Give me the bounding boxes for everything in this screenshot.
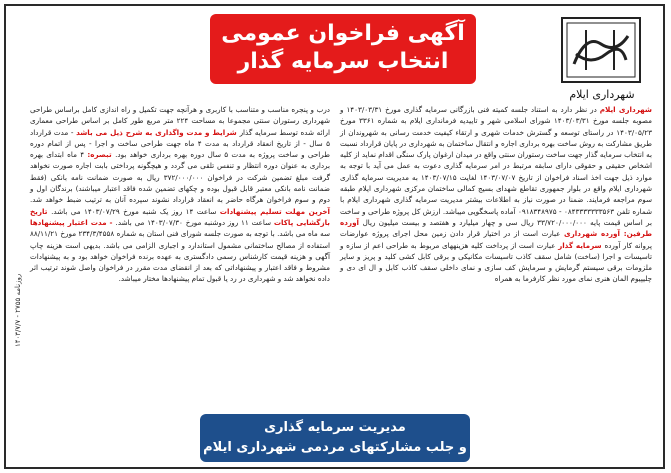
newspaper-side-label: ۱۴۰۳/۷/۷ - ۲۷۵۵ روزنامه bbox=[14, 273, 22, 347]
left-column-segment: - مدت اعتبار پیشنهادها bbox=[30, 217, 116, 227]
title-line-2: انتخاب سرمایه گذار bbox=[237, 49, 449, 74]
left-column-segment: - مدت قرارداد ۵ سال - از تاریخ انعقاد قرارداد به مدت ۴ ماه جهت طراحی ساخت و اجرا - پس از اتمام دوره طراحی و ساخت پروژه به مدت ۵ سال دوره بهره برداری خواهد بود. bbox=[30, 127, 330, 160]
right-column-segment: ارزش کل پروژه طراحی و ساخت بر اساس قیمت پایه ۳۳/۷۲۰/۰۰۰/۰۰۰ ریال سی و چهار میلیارد و هفتصد و بیست میلیون ریال bbox=[340, 206, 653, 227]
left-column-segment: ساعت ۱۱ روز دوشنبه مورخ ۱۴۰۳/۰۷/۳۰ می باشد. bbox=[115, 217, 274, 227]
right-column-segment: سرمایه گذار bbox=[558, 240, 605, 250]
left-column-segment: ۴ ماه ابتدای بهره برداری به عنوان دوره انتظار و تنفس تلقی می گردد و هیچگونه پرداختی بابت اجاره صورت نخواهد گرفت bbox=[30, 150, 330, 182]
left-column-segment: تبصره: bbox=[87, 150, 116, 160]
left-column-segment: تاریخ بازگشایی پاکات bbox=[30, 206, 330, 227]
ilam-municipality-logo bbox=[556, 14, 646, 86]
left-column-segment: آخرین مهلت تسلیم پیشنهادات bbox=[219, 206, 330, 216]
footer-line-2: و جلب مشارکتهای مردمی شهرداری ایلام bbox=[203, 440, 467, 455]
right-column-segment: آورده طرفین: bbox=[340, 217, 652, 239]
left-column-segment: درب و پنجره مناسب و متناسب با کاربری و هرآنچه جهت تکمیل و راه اندازی کامل براساس طراحی شهرداری رستوران سنتی مجموعا به مساحت ۲۲۴ متر مربع طور کامل بر اساس طراحی معماری ارائه شده توسط سرمایه گذار bbox=[30, 105, 330, 137]
left-column-segment: ساعت ۱۴ روز یک شنبه مورخ ۱۴۰۳/۰۷/۲۹ می باشد. bbox=[51, 206, 220, 216]
title-line-1: آگهی فراخوان عمومی bbox=[221, 21, 465, 46]
left-column-segment: شرایط و مدت واگذاری به شرح ذیل می باشد bbox=[76, 127, 240, 137]
footer-line-1: مدیریت سرمایه گذاری bbox=[264, 420, 406, 435]
logo-label: شهرداری ایلام bbox=[569, 88, 635, 101]
body-right-column bbox=[340, 104, 652, 285]
right-column-segment: عبارت است از پرداخت کلیه هزینههای مربوط به طراحی اعم از سازه و تاسیسات و اجرا (ساخت) شامل سقف کاذب تاسیسات مکانیکی و برقی کابل کشی کلید و پریز و سایر ملزومات برقی سیستم گرمایش و سرمایش کف سازی و نمای داخلی سقف کاذب کابل و ال ای دی و چلیپیوم المان هنری نمای مورد نظر کارفرما به همراه bbox=[340, 240, 652, 284]
title-banner bbox=[210, 14, 476, 84]
right-column-segment: در نظر دارد به استناد جلسه کمیته فنی بازرگانی سرمایه گذاری مورخ ۱۴۰۳/۰۳/۳۱ و مصوبه جلسه مورخ ۱۴۰۳/۰۳/۳۱ شورای اسلامی شهر و تاییدیه فرمانداری ایلام به شماره ۳۳۶۱ مورخ ۱۴۰۳/۰۵/۲۳ در راستای توسعه و گسترش خدمات شهری و ارتقاء کیفیت خدمت رسانی به شهروندان از طریق مشارکت به روش ساخت بهره برداری اجاره و انتقال ساختمان به شهرداری در پایان قرارداد نسبت به انتخاب سرمایه گذار جهت ساخت رستوران سنتی واقع در میدان ارغوان پارک سنگی اقدام نماید از کلیه اشخاص حقیقی و حقوقی دارای سابقه مرتبط در امر سرمایه گذاری دعوت به عمل می آید با توجه به موارد ذیل جهت اخذ اسناد فراخوان از تاریخ ۱۴۰۳/۰۷/۰۷ لغایت ۱۴۰۳/۰۷/۱۵ به مدیریت سرمایه گذاری شهرداری ایلام واقع در بلوار جمهوری تقاطع شهدای بسیج کمالی ساختمان مرکزی شهرداری ایلام طبقه سوم مراجعه فرمایند. ضمنا در صورت نیاز به اطلاعات بیشتر مدیریت سرمایه گذاری شهرداری ایلام با شماره تلفن ۰۸۴۳۳۳۳۳۳۳۵۶۳ - ۰۹۱۸۳۴۸۹۷۵ آماده پاسخگویی میباشد. bbox=[340, 105, 652, 216]
right-column-segment: عبارت است از در اختیار قرار دادن زمین محل اجرای پروژه عوارضات پروانه کار آورده bbox=[340, 229, 652, 250]
right-column-segment: آورده شهرداری bbox=[564, 229, 624, 239]
footer-banner bbox=[200, 414, 470, 462]
body-left-column bbox=[30, 104, 330, 285]
right-column-segment: شهرداری ایلام bbox=[599, 105, 652, 114]
left-column-segment: مبلغ تضمین شرکت در فراخوان ۳۷۲/۰۰۰/۰۰۰ ریال به صورت ضمانت نامه بانکی (فقط ضمانت نامه بانکی معتبر قابل قبول بوده و چکهای تضمین شده فاقد اعتبار میباشند) برندگان اول و دوم و سوم فراخوان هرگاه حاضر به انعقاد قرارداد نشوند سپرده آنان به ترتیب ضبط خواهد شد. bbox=[30, 172, 330, 205]
left-column-segment: سه ماه می باشد. با توجه به صورت جلسه شورای فنی استان به شماره ۲۳۴/۳/۴۵۵۸ مورخ ۸۸/۱۱/۲۱ استفاده از مصالح ساختمانی مشمول استاندارد و اجباری الزامی می باشد. بدیهی است هزینه چاپ آگهی و هزینه قیمت کارشناس رسمی دادگستری به عهده برنده فراخوان خواهد بود و به پیشنهادات مشروط و فاقد اعتبار و پیشنهاداتی که بعد از انقضای مدت مقرر در فراخوان واصل شوند ترتیب اثر داده نخواهد شد و شهرداری در رد یا قبول تمام پیشنهادها مختار میباشد. bbox=[30, 229, 330, 284]
